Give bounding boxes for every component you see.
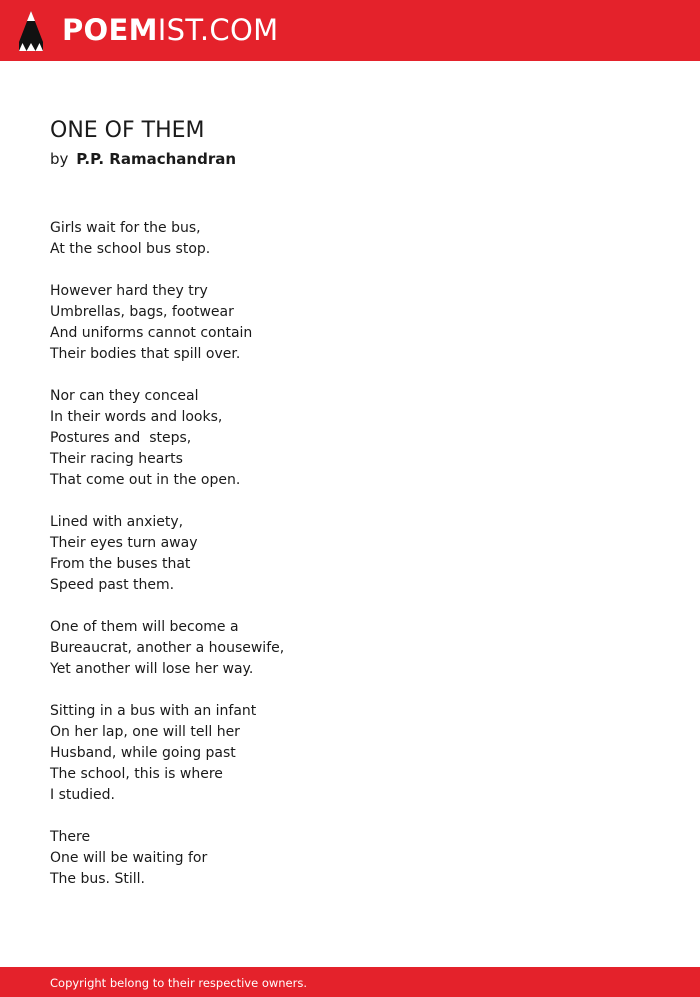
poem-line: One will be waiting for: [50, 850, 208, 866]
poem-line: Husband, while going past: [50, 745, 236, 761]
poem-stanza: [50, 827, 650, 890]
poem-line: Their eyes turn away: [50, 535, 198, 551]
poem-stanza: [50, 512, 650, 596]
poem-line: I studied.: [50, 787, 115, 803]
poem-stanza: [50, 218, 650, 260]
logo-light-text: IST.COM: [157, 13, 279, 47]
poem-line: On her lap, one will tell her: [50, 724, 240, 740]
poem-line: That come out in the open.: [50, 472, 241, 488]
poem-stanza: [50, 701, 650, 806]
poem-line: Lined with anxiety,: [50, 514, 184, 530]
site-header: [0, 0, 700, 61]
poem-line: There: [50, 829, 91, 845]
poem-line: And uniforms cannot contain: [50, 325, 253, 341]
copyright-text: Copyright belong to their respective owners.: [50, 976, 308, 990]
poem-line: Umbrellas, bags, footwear: [50, 304, 234, 320]
poem-stanza: [50, 617, 650, 680]
poem-line: Their racing hearts: [50, 451, 183, 467]
poem-line: Postures and steps,: [50, 430, 192, 446]
poem-line: Bureaucrat, another a housewife,: [50, 640, 285, 656]
poem-line: Speed past them.: [50, 577, 175, 593]
poem-line: Sitting in a bus with an infant: [50, 703, 257, 719]
pencil-tip-icon[interactable]: [18, 10, 44, 52]
author-name: P.P. Ramachandran: [76, 150, 237, 168]
poem-line: From the buses that: [50, 556, 191, 572]
poem-line: Yet another will lose her way.: [50, 661, 254, 677]
poem-stanza: [50, 386, 650, 491]
by-label: by: [50, 150, 69, 168]
poem-line: One of them will become a: [50, 619, 239, 635]
poem-line: Their bodies that spill over.: [50, 346, 241, 362]
poem-body: [50, 218, 650, 911]
logo-bold-text: POEM: [62, 13, 158, 47]
poem-line: The school, this is where: [50, 766, 223, 782]
site-footer: [0, 967, 700, 997]
poem-line: However hard they try: [50, 283, 208, 299]
poem-line: The bus. Still.: [50, 871, 145, 887]
poem-stanza: [50, 281, 650, 365]
site-logo[interactable]: [62, 12, 278, 48]
poem-line: Girls wait for the bus,: [50, 220, 201, 236]
poem-line: In their words and looks,: [50, 409, 223, 425]
poem-line: Nor can they conceal: [50, 388, 199, 404]
poem-line: At the school bus stop.: [50, 241, 211, 257]
byline: [50, 148, 236, 170]
poem-title: ONE OF THEM: [50, 118, 205, 143]
